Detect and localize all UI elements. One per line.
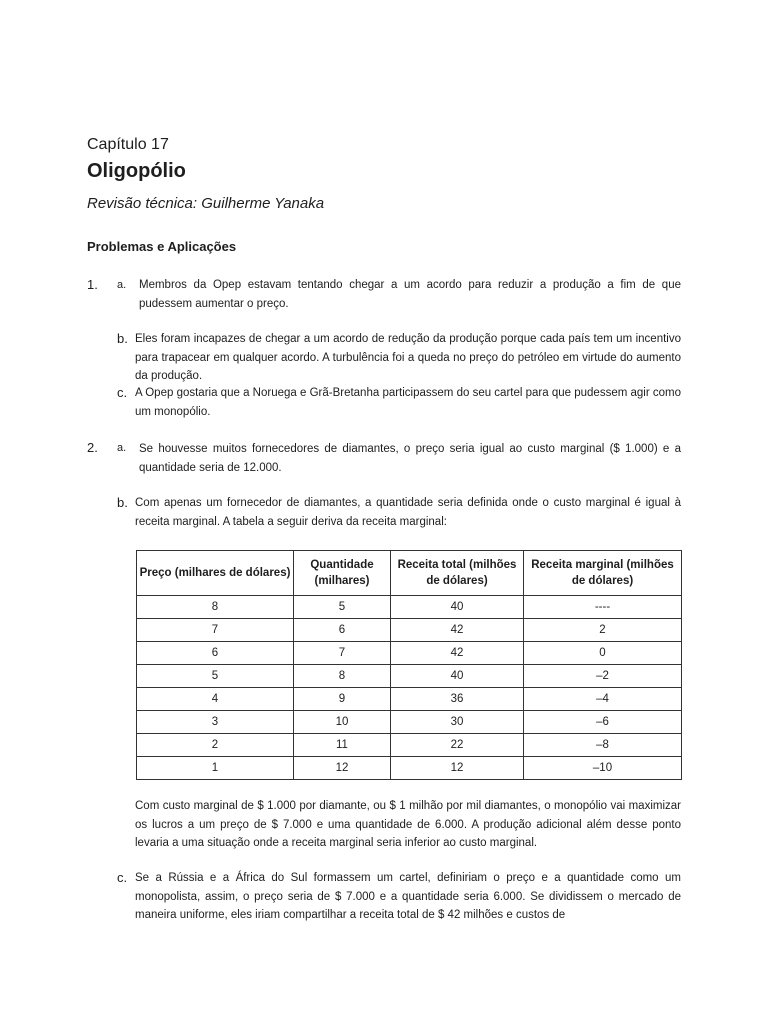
cell-quantity: 7 — [294, 642, 391, 665]
section-heading: Problemas e Aplicações — [87, 239, 237, 254]
cell-total-revenue: 30 — [391, 711, 524, 734]
cell-price: 4 — [137, 688, 294, 711]
table-row — [137, 642, 682, 665]
answer-2b: Com apenas um fornecedor de diamantes, a quantidade seria definida onde o custo marginal é igual à receita marginal. A tabela a seguir deriva da receita marginal: — [135, 497, 681, 528]
cell-marginal-revenue: 0 — [524, 642, 682, 665]
item-label-1c: c. — [117, 385, 128, 400]
table-row — [137, 688, 682, 711]
answer-1c: A Opep gostaria que a Noruega e Grã-Bretanha participassem do seu cartel para que pudessem agir como um monopólio. — [135, 387, 681, 418]
header-total-revenue: Receita total (milhões de dólares) — [391, 551, 524, 596]
cell-marginal-revenue: –2 — [524, 665, 682, 688]
cell-price: 1 — [137, 757, 294, 780]
cell-total-revenue: 40 — [391, 665, 524, 688]
answer-2c: Se a Rússia e a África do Sul formassem um cartel, definiriam o preço e a quantidade como um monopolista, assim, o preço seria de $ 7.000 e a quantidade seria 6.000. Se dividissem o mercado de maneira uniforme, eles iriam compartilhar a receita total de $ 42 milhões e custos de — [135, 872, 681, 921]
cell-quantity: 5 — [294, 596, 391, 619]
cell-quantity: 10 — [294, 711, 391, 734]
question-number-2: 2. — [87, 440, 98, 455]
table-row — [137, 734, 682, 757]
item-label-1a: a. — [117, 279, 127, 291]
table-row — [137, 711, 682, 734]
table-header-row — [137, 551, 682, 596]
cell-quantity: 11 — [294, 734, 391, 757]
header-quantity: Quantidade (milhares) — [294, 551, 391, 596]
cell-marginal-revenue: –8 — [524, 734, 682, 757]
header-marginal-revenue: Receita marginal (milhões de dólares) — [524, 551, 682, 596]
cell-quantity: 12 — [294, 757, 391, 780]
cell-total-revenue: 22 — [391, 734, 524, 757]
page-title: Oligopólio — [87, 160, 186, 182]
answer-2b-conclusion: Com custo marginal de $ 1.000 por diamante, ou $ 1 milhão por mil diamantes, o monopólio vai maximizar os lucros a um preço de $ 7.000 e uma quantidade de 6.000. A produção adicional além desse ponto levaria a uma situação onde a receita marginal seria inferior ao custo marginal. — [135, 800, 681, 849]
cell-total-revenue: 12 — [391, 757, 524, 780]
marginal-revenue-table — [136, 550, 682, 780]
item-label-2a: a. — [117, 442, 127, 454]
cell-price: 5 — [137, 665, 294, 688]
answer-2a: Se houvesse muitos fornecedores de diamantes, o preço seria igual ao custo marginal ($ 1.000) e a quantidade seria de 12.000. — [139, 443, 681, 474]
cell-marginal-revenue: ---- — [524, 596, 682, 619]
cell-marginal-revenue: –4 — [524, 688, 682, 711]
item-label-2c: c. — [117, 870, 128, 885]
table-row — [137, 757, 682, 780]
cell-price: 2 — [137, 734, 294, 757]
cell-price: 6 — [137, 642, 294, 665]
answer-1b: Eles foram incapazes de chegar a um acordo de redução da produção porque cada país tem um incentivo para trapacear em qualquer acordo. A turbulência foi a queda no preço do petróleo em virtude do aumento da produção. — [135, 333, 681, 382]
cell-price: 8 — [137, 596, 294, 619]
cell-quantity: 6 — [294, 619, 391, 642]
item-label-2b: b. — [117, 495, 128, 510]
table-row — [137, 596, 682, 619]
cell-total-revenue: 42 — [391, 642, 524, 665]
header-price: Preço (milhares de dólares) — [137, 551, 294, 596]
answer-1a: Membros da Opep estavam tentando chegar a um acordo para reduzir a produção a fim de que pudessem aumentar o preço. — [139, 279, 681, 310]
cell-total-revenue: 36 — [391, 688, 524, 711]
cell-price: 7 — [137, 619, 294, 642]
cell-total-revenue: 40 — [391, 596, 524, 619]
chapter-label: Capítulo 17 — [87, 136, 169, 153]
cell-marginal-revenue: 2 — [524, 619, 682, 642]
cell-price: 3 — [137, 711, 294, 734]
cell-marginal-revenue: –10 — [524, 757, 682, 780]
question-number-1: 1. — [87, 277, 98, 292]
cell-quantity: 8 — [294, 665, 391, 688]
cell-quantity: 9 — [294, 688, 391, 711]
table-row — [137, 619, 682, 642]
item-label-1b: b. — [117, 331, 128, 346]
technical-reviewer: Revisão técnica: Guilherme Yanaka — [87, 195, 325, 212]
table-row — [137, 665, 682, 688]
cell-total-revenue: 42 — [391, 619, 524, 642]
cell-marginal-revenue: –6 — [524, 711, 682, 734]
